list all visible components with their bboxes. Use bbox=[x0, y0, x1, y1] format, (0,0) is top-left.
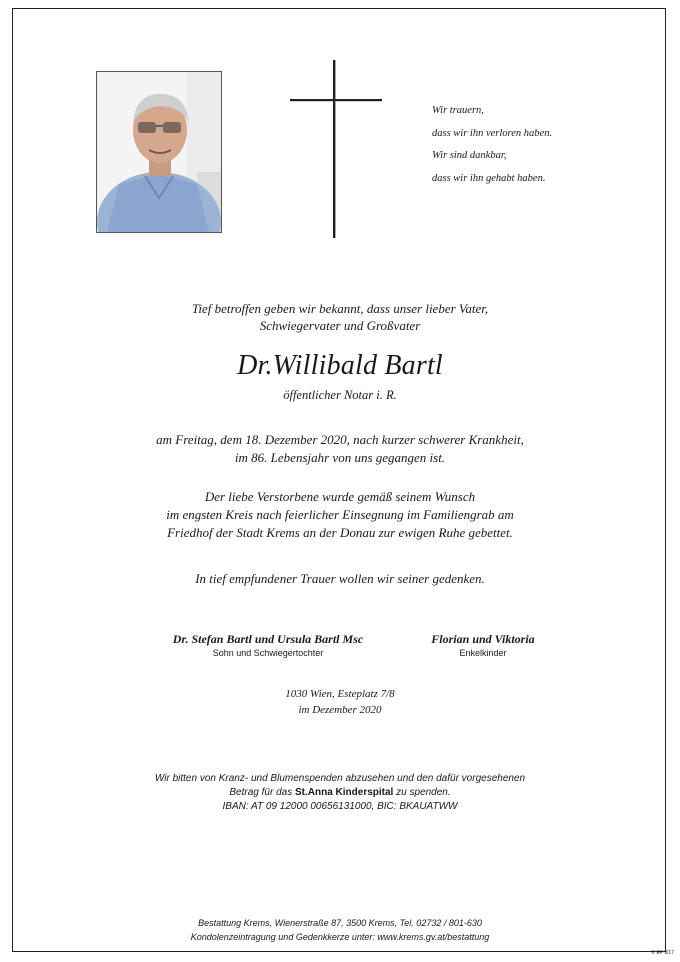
portrait-image bbox=[97, 72, 221, 232]
address-line: 1030 Wien, Esteplatz 7/8 bbox=[285, 688, 395, 700]
quote-stanza-1 bbox=[432, 100, 632, 145]
date-line: im 86. Lebensjahr von uns gegangen ist. bbox=[234, 450, 446, 465]
signer-son bbox=[130, 631, 406, 660]
donation-text: zu spenden. bbox=[393, 787, 451, 798]
deceased-name: Dr.Willibald Bartl bbox=[237, 350, 443, 381]
signer-relation: Enkelkinder bbox=[459, 648, 507, 658]
funeral-home-footer bbox=[0, 916, 680, 944]
signer-grandchildren bbox=[400, 631, 566, 660]
closing-sentence: In tief empfundener Trauer wollen wir seiner gedenken. bbox=[195, 571, 485, 586]
burial-note bbox=[0, 488, 680, 542]
charity-name: St.Anna Kinderspital bbox=[294, 787, 394, 798]
quote-line: Wir sind dankbar, bbox=[432, 150, 507, 161]
donation-line: Wir bitten von Kranz- und Blumenspenden abzusehen und den dafür vorgesehenen bbox=[154, 773, 526, 784]
quote bbox=[432, 100, 632, 190]
date-of-death bbox=[0, 431, 680, 467]
donation-text: Betrag für das bbox=[229, 787, 295, 798]
announcement-intro bbox=[0, 300, 680, 334]
footer-line: Kondolenzeintragung und Gedenkkerze unter: www.krems.gv.at/bestattung bbox=[190, 932, 490, 942]
donation-line bbox=[0, 786, 680, 800]
quote-stanza-2 bbox=[432, 145, 632, 190]
quote-line: Wir trauern, bbox=[432, 105, 484, 116]
intro-line: Schwiegervater und Großvater bbox=[259, 318, 421, 333]
quote-line: dass wir ihn verloren haben. bbox=[432, 127, 553, 139]
address-line: im Dezember 2020 bbox=[298, 704, 382, 716]
iban-line: IBAN: AT 09 12000 00656131000, BIC: BKAUATWW bbox=[222, 801, 458, 812]
signer-relation: Sohn und Schwiegertochter bbox=[212, 648, 324, 658]
address-block bbox=[0, 686, 680, 718]
copyright-mark: © EF 9/17 bbox=[651, 950, 674, 956]
burial-line: Friedhof der Stadt Krems an der Donau zur ewigen Ruhe gebettet. bbox=[167, 525, 513, 540]
burial-line: im engsten Kreis nach feierlicher Einsegnung im Familiengrab am bbox=[166, 507, 514, 522]
portrait-photo bbox=[96, 71, 222, 233]
donation-request bbox=[0, 772, 680, 814]
signer-name: Florian und Viktoria bbox=[431, 632, 535, 646]
deceased-title: öffentlicher Notar i. R. bbox=[283, 388, 397, 402]
date-line: am Freitag, dem 18. Dezember 2020, nach kurzer schwerer Krankheit, bbox=[156, 432, 524, 447]
quote-line: dass wir ihn gehabt haben. bbox=[432, 172, 546, 184]
burial-line: Der liebe Verstorbene wurde gemäß seinem Wunsch bbox=[204, 489, 476, 504]
signer-name: Dr. Stefan Bartl und Ursula Bartl Msc bbox=[172, 632, 364, 646]
footer-line: Bestattung Krems, Wienerstraße 87, 3500 Krems, Tel. 02732 / 801-630 bbox=[198, 918, 482, 928]
intro-line: Tief betroffen geben wir bekannt, dass unser lieber Vater, bbox=[191, 301, 489, 316]
cross-icon bbox=[290, 60, 382, 238]
